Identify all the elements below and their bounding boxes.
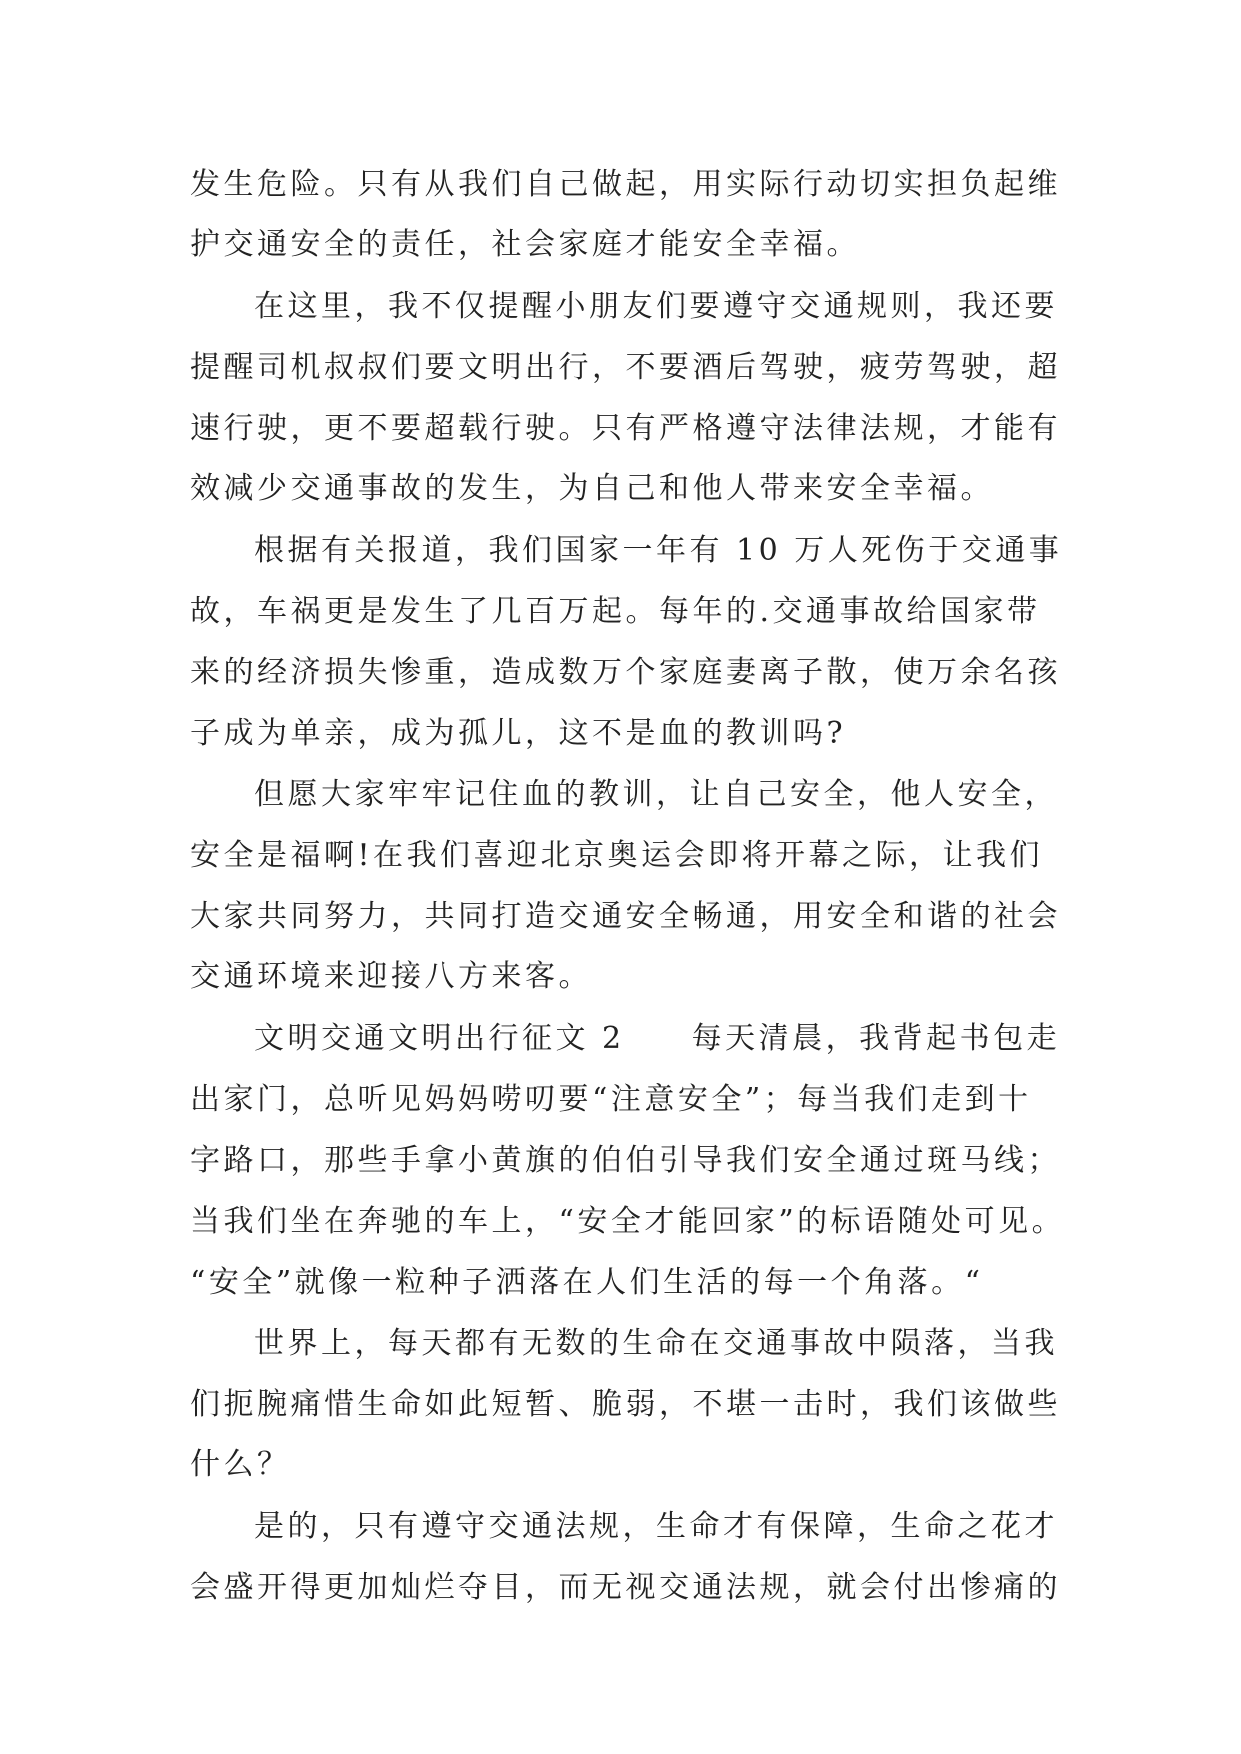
paragraph-start-line: 世界上，每天都有无数的生命在交通事故中陨落，当我 [254, 1326, 1058, 1361]
text-line: 字路口，那些手拿小黄旗的伯伯引导我们安全通过斑马线； [190, 1143, 1061, 1178]
text-line: 效减少交通事故的发生，为自己和他人带来安全幸福。 [190, 471, 994, 506]
text-line: 交通环境来迎接八方来客。 [190, 959, 592, 994]
text-line: 安全是福啊!在我们喜迎北京奥运会即将开幕之际，让我们 [190, 838, 1044, 873]
text-line: 们扼腕痛惜生命如此短暂、脆弱，不堪一击时，我们该做些 [190, 1387, 1061, 1422]
paragraph-start-line: 在这里，我不仅提醒小朋友们要遵守交通规则，我还要 [254, 289, 1058, 324]
text-line: 护交通安全的责任，社会家庭才能安全幸福。 [190, 227, 860, 262]
paragraph-start-line: 根据有关报道，我们国家一年有 10 万人死伤于交通事 [254, 533, 1063, 568]
text-line: 提醒司机叔叔们要文明出行，不要酒后驾驶，疲劳驾驶，超 [190, 350, 1061, 385]
text-line: 故，车祸更是发生了几百万起。每年的.交通事故给国家带 [190, 594, 1041, 629]
text-line: 会盛开得更加灿烂夺目，而无视交通法规，就会付出惨痛的 [190, 1570, 1061, 1605]
text-line: “安全”就像一粒种子洒落在人们生活的每一个角落。“ [190, 1265, 984, 1300]
paragraph-start-line: 文明交通文明出行征文 2 每天清晨，我背起书包走 [254, 1021, 1061, 1056]
text-line: 来的经济损失惨重，造成数万个家庭妻离子散，使万余名孩 [190, 655, 1061, 690]
text-line: 子成为单亲，成为孤儿，这不是血的教训吗? [190, 716, 847, 751]
text-line: 速行驶，更不要超载行驶。只有严格遵守法律法规，才能有 [190, 411, 1061, 446]
paragraph-start-line: 但愿大家牢牢记住血的教训，让自己安全，他人安全， [254, 777, 1058, 812]
text-line: 什么？ [190, 1447, 291, 1482]
paragraph-start-line: 是的，只有遵守交通法规，生命才有保障，生命之花才 [254, 1509, 1058, 1544]
text-line: 出家门，总听见妈妈唠叨要“注意安全”；每当我们走到十 [190, 1082, 1032, 1117]
text-line: 大家共同努力，共同打造交通安全畅通，用安全和谐的社会 [190, 899, 1061, 934]
text-line: 发生危险。只有从我们自己做起，用实际行动切实担负起维 [190, 167, 1061, 202]
text-line: 当我们坐在奔驰的车上，“安全才能回家”的标语随处可见。 [190, 1204, 1066, 1239]
